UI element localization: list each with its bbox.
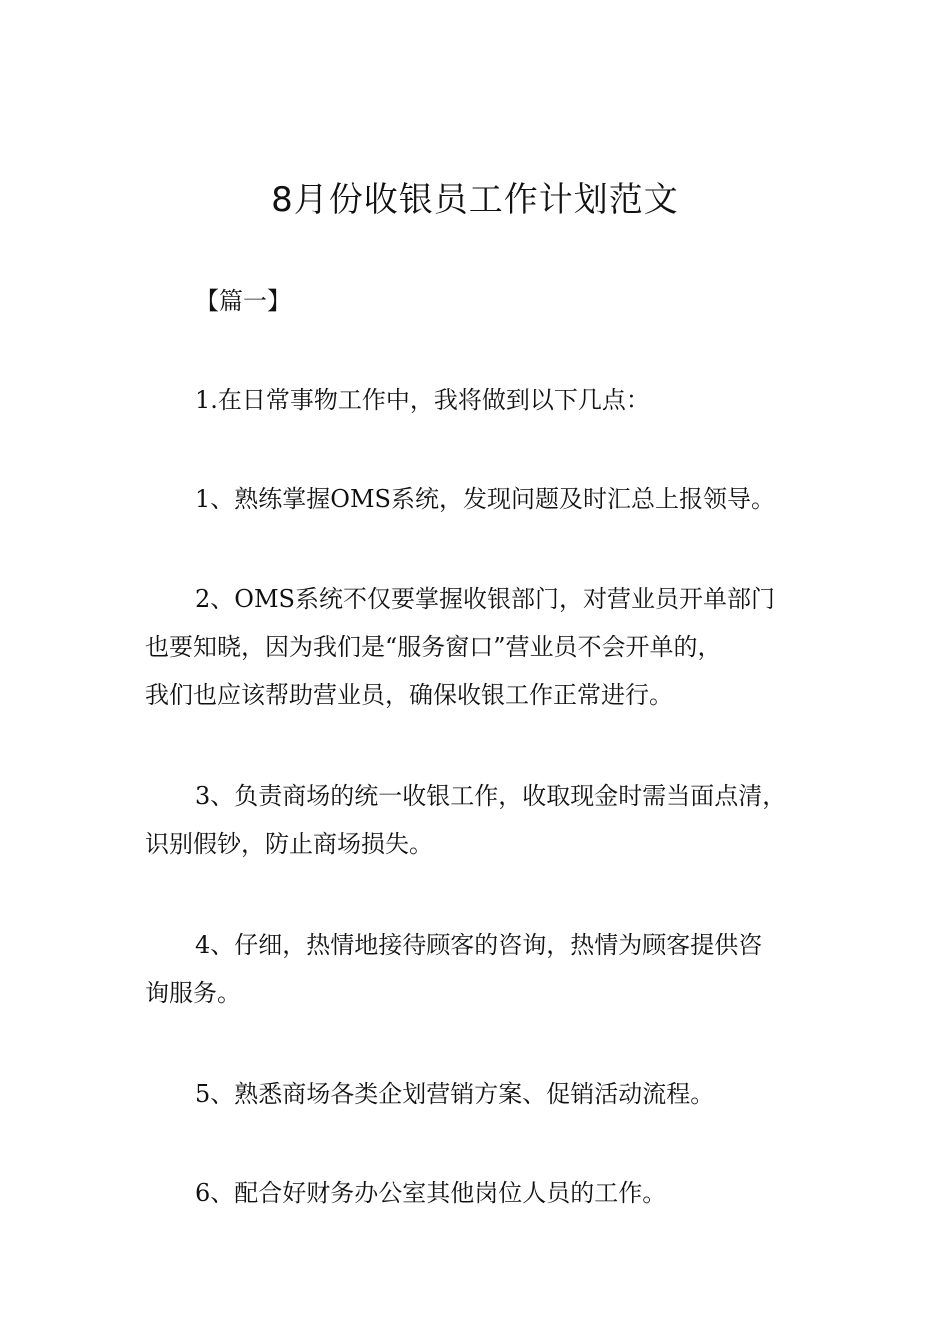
paragraph-line: 3、负责商场的统一收银工作，收取现金时需当面点清， — [195, 782, 787, 810]
paragraph-line: 2、OMS系统不仅要掌握收银部门，对营业员开单部门 — [195, 585, 775, 613]
paragraph-3 — [145, 575, 845, 719]
paragraph-line: 询服务。 — [145, 979, 241, 1007]
paragraph-line: 也要知晓，因为我们是“服务窗口”营业员不会开单的， — [145, 633, 722, 661]
paragraph-line: 1、熟练掌握OMS系统，发现问题及时汇总上报领导。 — [195, 485, 775, 513]
paragraph-7 — [145, 1169, 845, 1217]
section-label: 【篇一】 — [195, 287, 291, 315]
paragraph-line: 6、配合好财务办公室其他岗位人员的工作。 — [195, 1179, 667, 1207]
paragraph-line: 我们也应该帮助营业员，确保收银工作正常进行。 — [145, 681, 673, 709]
paragraph-line: 1.在日常事物工作中，我将做到以下几点： — [195, 386, 650, 414]
paragraph-line: 5、熟悉商场各类企划营销方案、促销活动流程。 — [195, 1080, 715, 1108]
paragraph-1 — [145, 376, 845, 424]
paragraph-line: 识别假钞，防止商场损失。 — [145, 830, 433, 858]
paragraph-6 — [145, 1070, 845, 1118]
paragraph-4 — [145, 772, 845, 868]
paragraph-5 — [145, 921, 845, 1017]
document-title: 8月份收银员工作计划范文 — [271, 180, 679, 220]
paragraph-line: 4、仔细，热情地接待顾客的咨询，热情为顾客提供咨 — [195, 931, 763, 959]
paragraph-2 — [145, 475, 845, 523]
